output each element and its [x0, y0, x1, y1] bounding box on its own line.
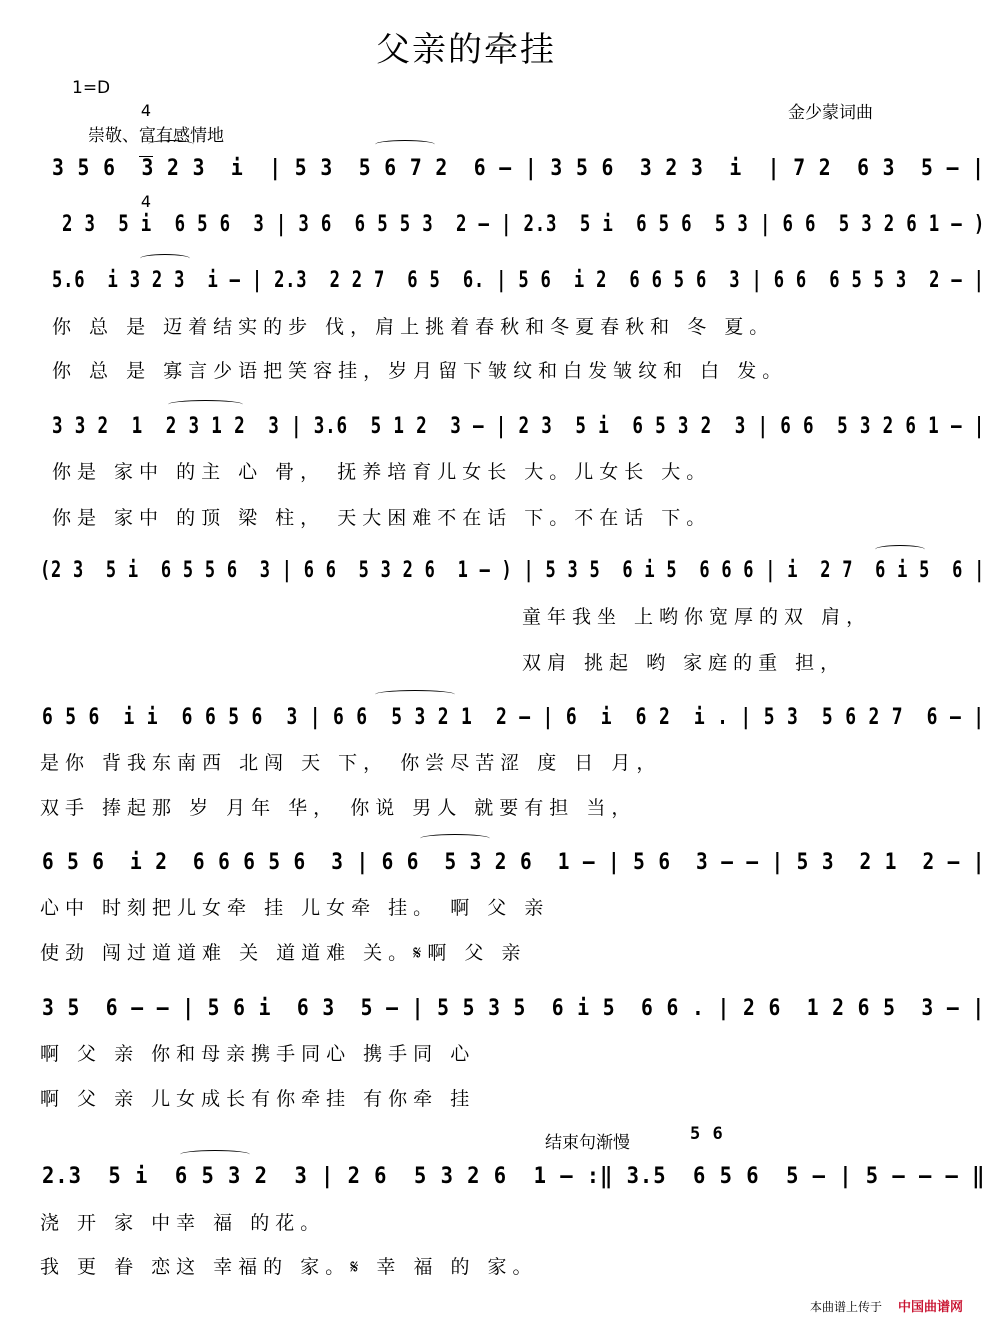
notation-line-6: 6 5 6 i i 6 6 5 6 3 | 6 6 5 3 2 1 2 — | 6 i 6 2 i . | 5 3 5 6 2 7 6 — | — [42, 705, 985, 730]
notation-line-3: 5.6 i 3 2 3 i — | 2.3 2 2 7 6 5 6. | 5 6 i 2 6 6 5 6 3 | 6 6 6 5 5 3 2 — | — [52, 268, 985, 293]
slur — [140, 254, 190, 263]
lyric-line-6-verse-2: 双手 捧起那 岁 月年 华， 你说 男人 就要有担 当， — [40, 797, 637, 819]
lyric-line-6-verse-1: 是你 背我东南西 北闯 天 下， 你尝尽苦涩 度 日 月， — [40, 752, 662, 774]
notation-line-2: 2 3 5 i 6 5 6 3 | 3 6 6 5 5 3 2 — | 2.3 5 i 6 5 6 5 3 | 6 6 5 3 2 6 1 — ) — [62, 212, 986, 237]
composer-credit: 金少蒙词曲 — [788, 103, 873, 123]
notation-line-8: 3 5 6 — — | 5 6 i 6 3 5 — | 5 5 3 5 6 i 5 6 6 . | 2 6 1 2 6 5 3 — | — [42, 996, 986, 1021]
lyric-line-5-verse-1: 童年我坐 上哟你宽厚的双 肩， — [522, 606, 872, 628]
key-signature: 1=D — [72, 78, 111, 98]
lyric-line-7-verse-2: 使劲 闯过道道难 关 道道难 关。𝄋啊 父 亲 — [40, 942, 527, 964]
time-signature-top: 4 — [140, 101, 152, 120]
notation-line-9: 2.3 5 i 6 5 3 2 3 | 2 6 5 3 2 6 1 — :‖ 3.5 6 5 6 5 — | 5 — — — ‖ — [42, 1164, 986, 1189]
slur — [168, 400, 243, 409]
lyric-line-5-verse-2: 双肩 挑起 哟 家庭的重 担， — [522, 652, 846, 674]
time-signature-bottom: 4 — [140, 192, 152, 211]
lyric-line-7-verse-1: 心中 时刻把儿女牵 挂 儿女牵 挂。 啊 父 亲 — [40, 897, 550, 919]
notation-line-1: 3 5 6 3 2 3 i | 5 3 5 6 7 2 6 — | 3 5 6 3 2 3 i | 7 2 6 3 5 — | — [52, 156, 985, 181]
lyric-line-9-verse-2: 我 更 眷 恋这 幸福的 家。𝄋 幸 福 的 家。 — [40, 1256, 538, 1278]
ending-grace-notes: 5 6 — [690, 1124, 724, 1144]
lyric-line-8-verse-1: 啊 父 亲 你和母亲携手同心 携手同 心 — [40, 1043, 476, 1065]
slur — [420, 834, 490, 843]
song-title: 父亲的牵挂 — [376, 30, 556, 70]
notation-line-4: 3 3 2 1 2 3 1 2 3 | 3.6 5 1 2 3 — | 2 3 5 i 6 5 3 2 3 | 6 6 5 3 2 6 1 — | — [52, 414, 986, 439]
lyric-line-4-verse-1: 你是 家中 的主 心 骨， 抚养培育儿女长 大。儿女长 大。 — [52, 461, 712, 483]
slur — [375, 140, 435, 149]
ending-tempo-note: 结束句渐慢 — [545, 1133, 630, 1153]
notation-line-7: 6 5 6 i 2 6 6 6 5 6 3 | 6 6 5 3 2 6 1 — | 5 6 3 — — | 5 3 2 1 2 — | — [42, 850, 986, 875]
lyric-line-3-verse-1: 你 总 是 迈着结实的步 伐，肩上挑着春秋和冬夏春秋和 冬 夏。 — [52, 316, 775, 338]
lyric-line-8-verse-2: 啊 父 亲 儿女成长有你牵挂 有你牵 挂 — [40, 1088, 476, 1110]
slur — [375, 690, 455, 699]
notation-line-5: (2 3 5 i 6 5 5 6 3 | 6 6 5 3 2 6 1 — ) | 5 3 5 6 i 5 6 6 6 | i 2 7 6 i 5 6 | — [40, 558, 986, 583]
lyric-line-4-verse-2: 你是 家中 的顶 梁 柱， 天大困难不在话 下。不在话 下。 — [52, 507, 712, 529]
site-logo: 中国曲谱网 — [898, 1300, 964, 1315]
lyric-line-3-verse-2: 你 总 是 寡言少语把笑容挂，岁月留下皱纹和白发皱纹和 白 发。 — [52, 360, 788, 382]
lyric-line-9-verse-1: 浇 开 家 中幸 福 的花。 — [40, 1212, 326, 1234]
slur — [148, 140, 194, 149]
slur — [180, 1150, 250, 1159]
slur — [875, 545, 925, 554]
footer-text: 本曲谱上传于 — [810, 1300, 883, 1314]
tempo-marking: 崇敬、富有感情地 — [88, 126, 224, 146]
